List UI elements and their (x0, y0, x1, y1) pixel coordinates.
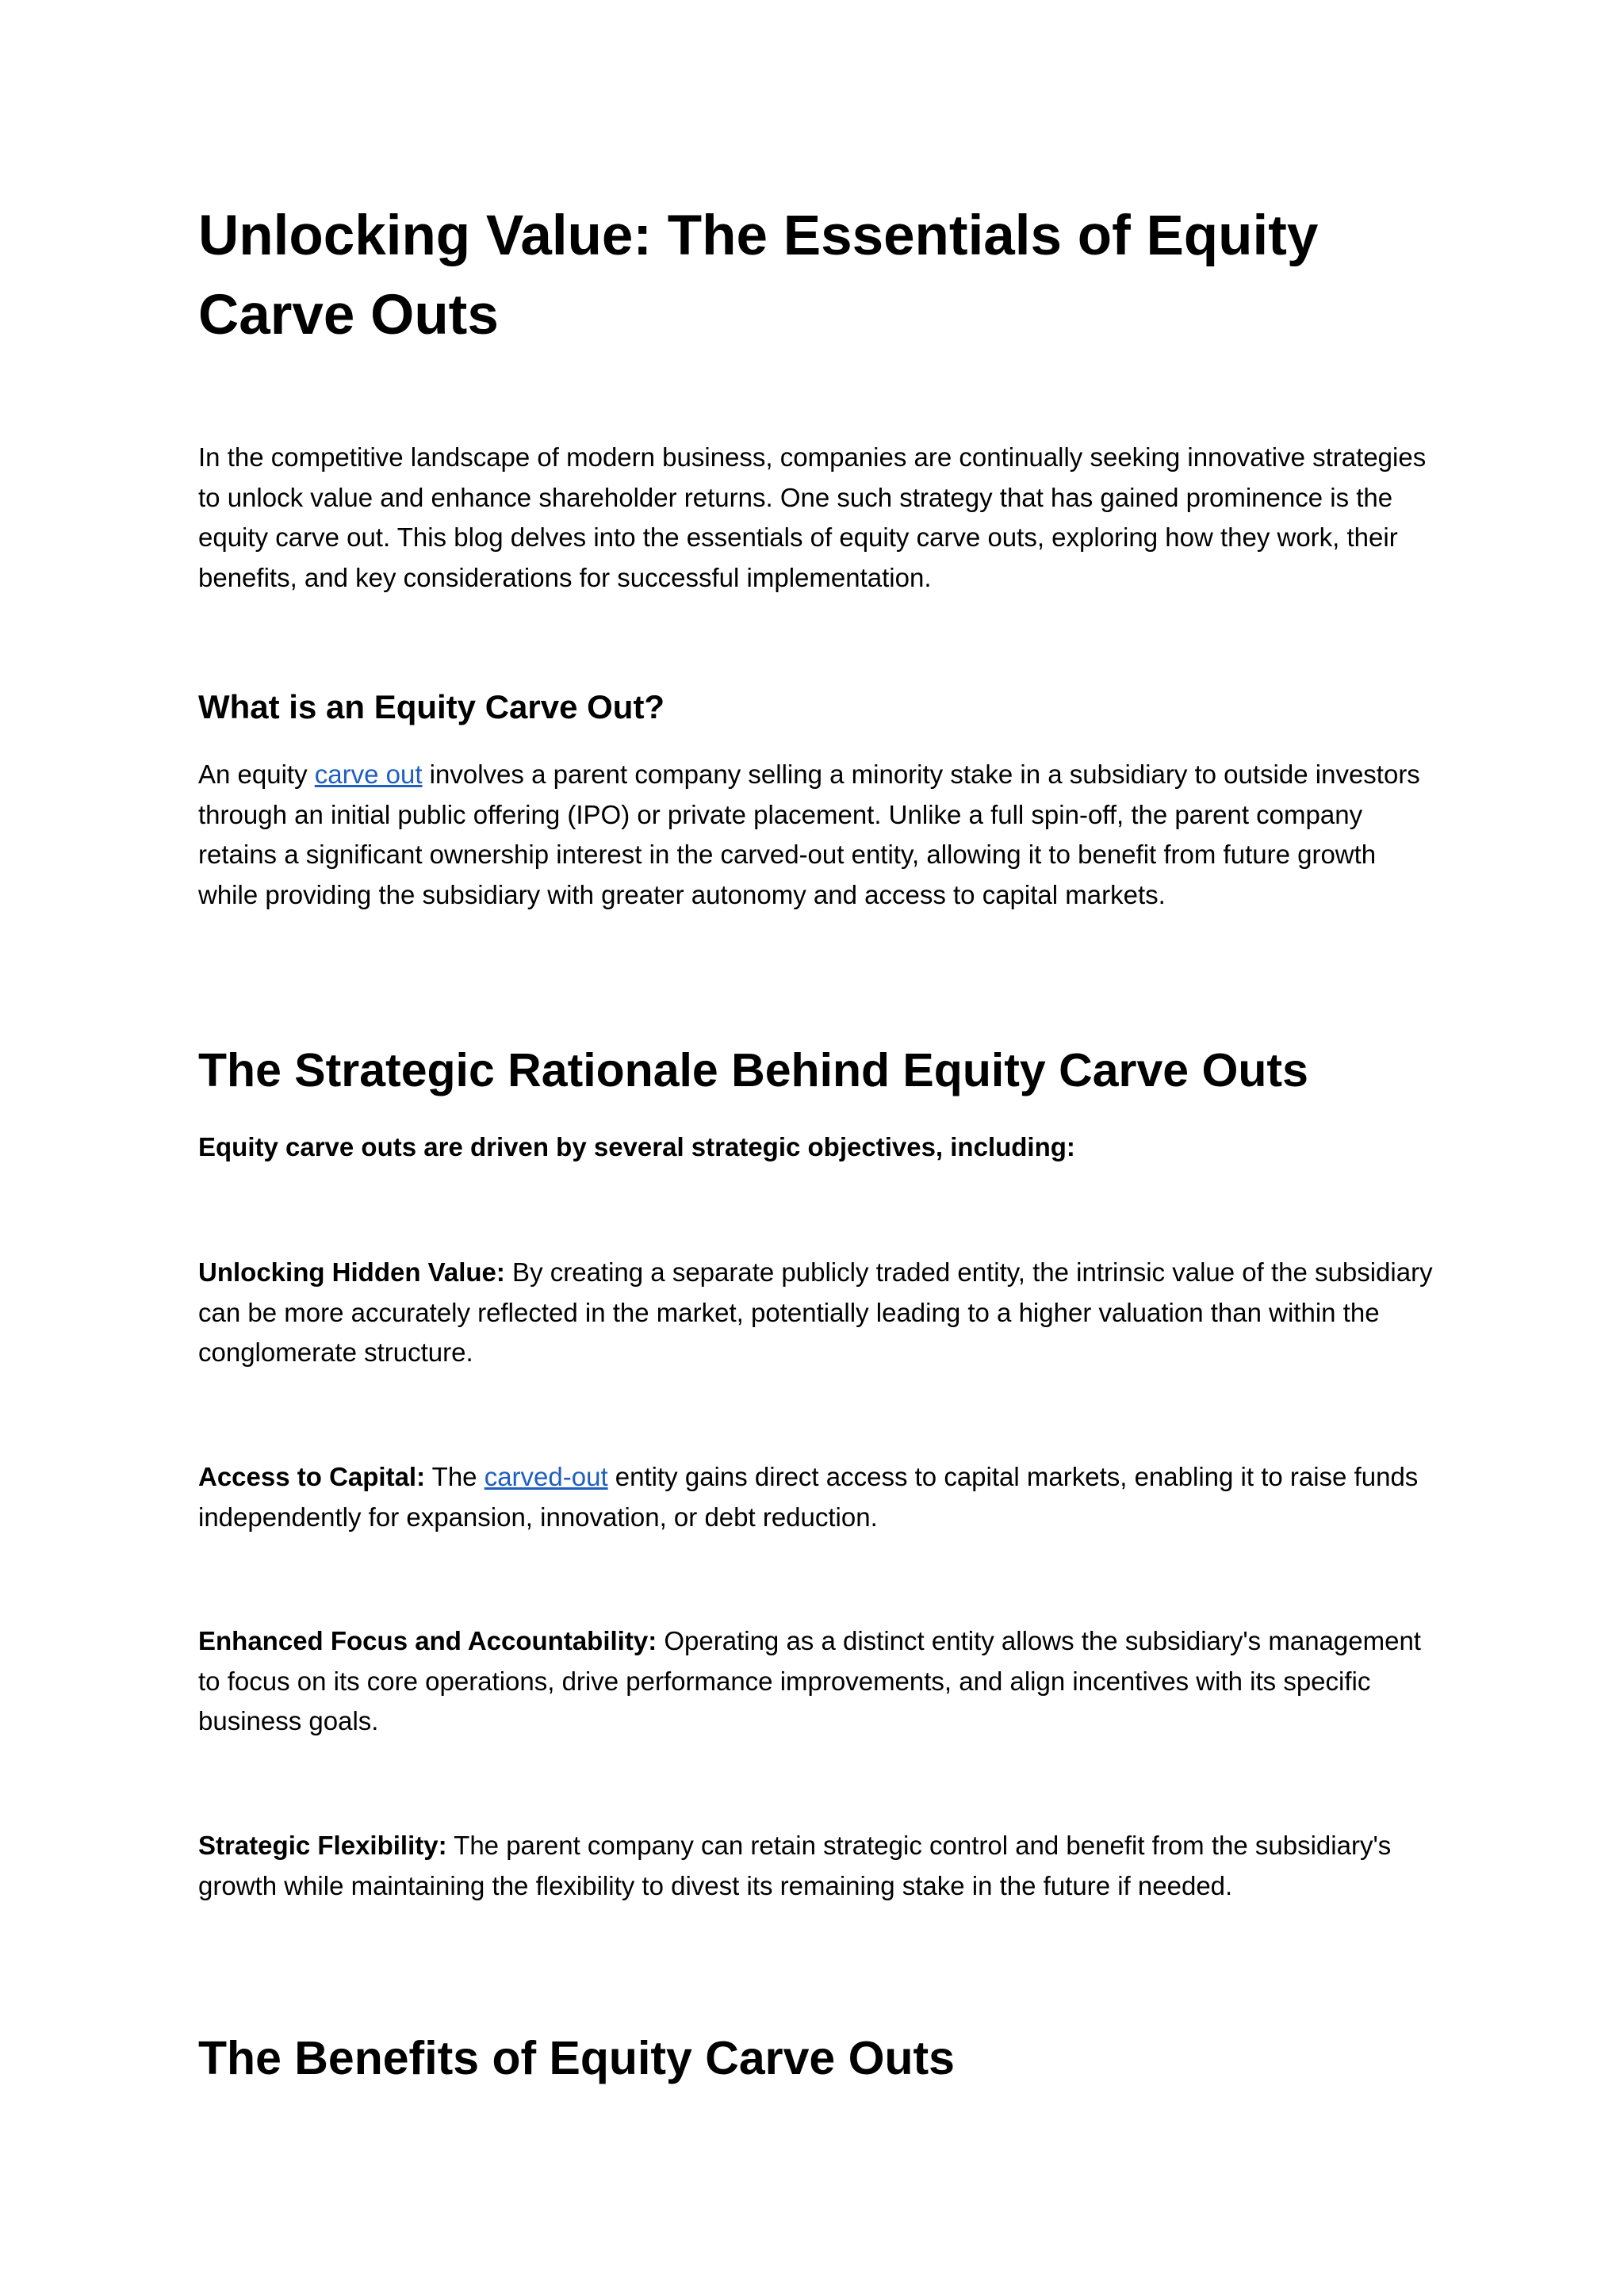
objective-term: Access to Capital: (198, 1462, 426, 1491)
what-is-paragraph (198, 755, 1435, 915)
heading-benefits: The Benefits of Equity Carve Outs (198, 2032, 955, 2084)
what-is-text-before-link: An equity (198, 760, 315, 789)
objective-unlocking-hidden-value (198, 1253, 1435, 1373)
intro-paragraph (198, 438, 1435, 598)
objective-text-after-link: entity gains direct access to capital markets, enabling it to raise funds independently for expansion, innovation, or debt reduction. (198, 1462, 1419, 1532)
objective-text-before-link: The (425, 1462, 485, 1491)
objective-term: Enhanced Focus and Accountability: (198, 1626, 657, 1655)
what-is-text-after-link: involves a parent company selling a minority stake in a subsidiary to outside investors through an initial public offering (IPO) or private placement. Unlike a full spin-off, the parent company retains a significant ownership interest in the carved-out entity, allowing it to benefit from future growth while providing the subsidiary with greater autonomy and access to capital markets. (198, 760, 1420, 909)
heading-what-is-equity-carve-out: What is an Equity Carve Out? (198, 688, 665, 725)
rationale-lead-text: Equity carve outs are driven by several strategic objectives, including: (198, 1132, 1075, 1161)
carve-out-link[interactable]: carve out (314, 760, 423, 789)
objective-strategic-flexibility (198, 1826, 1435, 1906)
page-title: Unlocking Value: The Essentials of Equity Carve Outs (198, 205, 1319, 346)
objective-text: By creating a separate publicly traded entity, the intrinsic value of the subsidiary can be more accurately reflected in the market, potentially leading to a higher valuation than within the conglomerate structure. (198, 1257, 1433, 1367)
objective-text: The parent company can retain strategic control and benefit from the subsidiary's growth while maintaining the flexibility to divest its remaining stake in the future if needed. (198, 1831, 1392, 1900)
carved-out-link[interactable]: carved-out (484, 1462, 608, 1491)
objective-term: Unlocking Hidden Value: (198, 1257, 505, 1287)
objective-enhanced-focus (198, 1621, 1435, 1742)
objective-term: Strategic Flexibility: (198, 1831, 447, 1860)
intro-text: In the competitive landscape of modern business, companies are continually seeking innovative strategies to unlock value and enhance shareholder returns. One such strategy that has gained prominence is the equity carve out. This blog delves into the essentials of equity carve outs, exploring how they work, their benefits, and key considerations for successful implementation. (198, 442, 1427, 592)
objective-text: Operating as a distinct entity allows the subsidiary's management to focus on its core operations, drive performance improvements, and align incentives with its specific business goals. (198, 1626, 1421, 1735)
heading-strategic-rationale: The Strategic Rationale Behind Equity Carve Outs (198, 1044, 1308, 1096)
objective-access-to-capital (198, 1457, 1435, 1537)
